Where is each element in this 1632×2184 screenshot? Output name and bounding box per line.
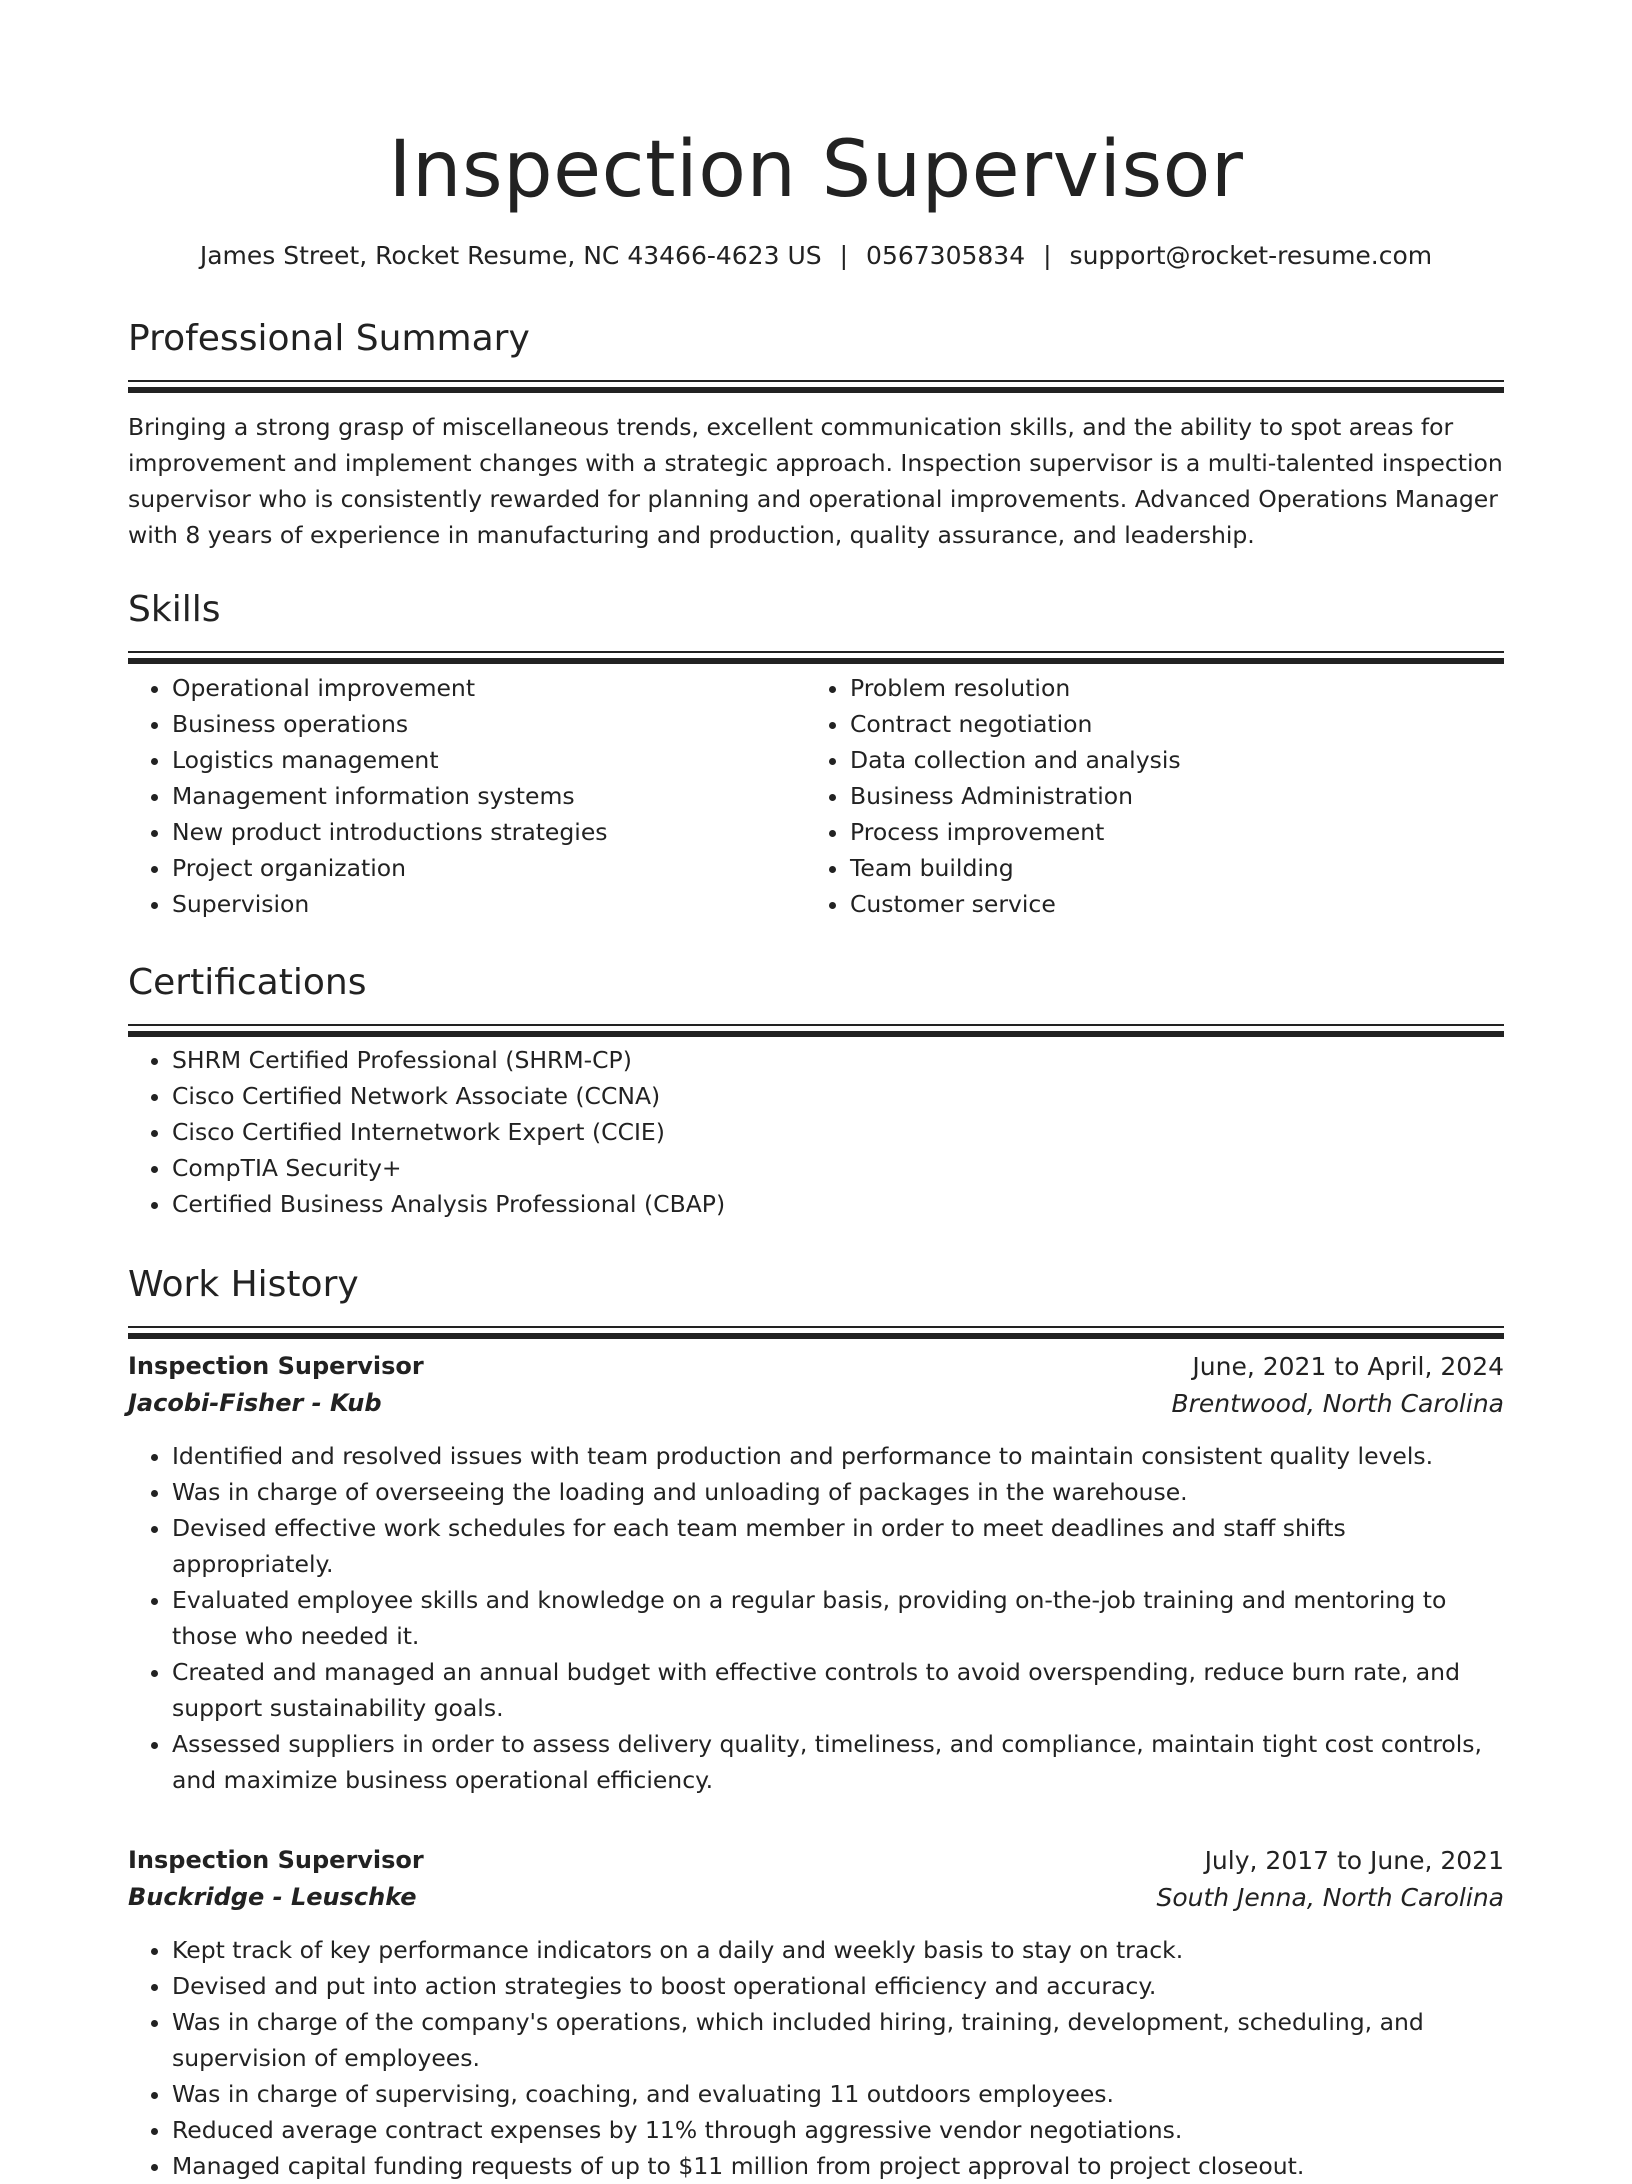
job-bullet: • Managed capital funding requests of up to $11 million from project approval to project closeout. bbox=[172, 2148, 1504, 2184]
contact-separator: | bbox=[1043, 241, 1052, 270]
certifications-section bbox=[128, 960, 1504, 1222]
job-bullet: • Reduced average contract expenses by 11% through aggressive vendor negotiations. bbox=[172, 2112, 1504, 2148]
job-subheader-row bbox=[128, 1385, 1504, 1422]
section-divider bbox=[128, 380, 1504, 382]
job-company: Buckridge - Leuschke bbox=[128, 1883, 417, 1911]
job-bullet: • Evaluated employee skills and knowledge on a regular basis, providing on-the-job training and mentoring to those who needed it. bbox=[172, 1582, 1504, 1654]
section-title-summary: Professional Summary bbox=[128, 318, 530, 359]
job-bullet: • Identified and resolved issues with team production and performance to maintain consistent quality levels. bbox=[172, 1438, 1504, 1474]
skills-list-left bbox=[128, 670, 806, 922]
section-title-skills: Skills bbox=[128, 589, 221, 630]
job-header-row bbox=[128, 1842, 1504, 1879]
section-divider bbox=[128, 651, 1504, 653]
job-bullet: • Devised and put into action strategies to boost operational efficiency and accuracy. bbox=[172, 1968, 1504, 2004]
job-entry bbox=[128, 1348, 1504, 1798]
skill-item: • Problem resolution bbox=[850, 670, 1484, 706]
skill-item: • New product introductions strategies bbox=[172, 814, 806, 850]
skill-item: • Project organization bbox=[172, 850, 806, 886]
job-bullet: • Assessed suppliers in order to assess delivery quality, timeliness, and compliance, maintain tight cost controls, and maximize business operational efficiency. bbox=[172, 1726, 1504, 1798]
job-bullet: • Was in charge of overseeing the loading and unloading of packages in the warehouse. bbox=[172, 1474, 1504, 1510]
job-bullets bbox=[128, 1932, 1504, 2184]
job-location: South Jenna, North Carolina bbox=[1156, 1883, 1504, 1912]
certification-item: • Cisco Certified Network Associate (CCNA) bbox=[172, 1078, 1504, 1114]
certification-item: • Certified Business Analysis Professional (CBAP) bbox=[172, 1186, 1504, 1222]
job-bullets bbox=[128, 1438, 1504, 1798]
job-title: Inspection Supervisor bbox=[128, 1846, 424, 1874]
skill-item: • Management information systems bbox=[172, 778, 806, 814]
resume-page bbox=[128, 0, 1504, 2184]
summary-section bbox=[128, 316, 1504, 553]
work-history-section bbox=[128, 1262, 1504, 2184]
job-bullet: • Kept track of key performance indicators on a daily and weekly basis to stay on track. bbox=[172, 1932, 1504, 1968]
job-bullet: • Was in charge of the company's operations, which included hiring, training, development, scheduling, and supervision of employees. bbox=[172, 2004, 1504, 2076]
job-header-row bbox=[128, 1348, 1504, 1385]
certification-item: • SHRM Certified Professional (SHRM-CP) bbox=[172, 1042, 1504, 1078]
resume-name: Inspection Supervisor bbox=[388, 125, 1244, 215]
skills-grid bbox=[128, 670, 1504, 922]
contact-phone: 0567305834 bbox=[866, 241, 1026, 270]
skill-item: • Business Administration bbox=[850, 778, 1484, 814]
job-bullet: • Created and managed an annual budget with effective controls to avoid overspending, reduce burn rate, and support sustainability goals. bbox=[172, 1654, 1504, 1726]
skills-section bbox=[128, 587, 1504, 922]
contact-line bbox=[128, 240, 1504, 272]
job-entry bbox=[128, 1842, 1504, 2184]
certification-item: • Cisco Certified Internetwork Expert (CCIE) bbox=[172, 1114, 1504, 1150]
contact-email: support@rocket-resume.com bbox=[1069, 241, 1433, 270]
job-title: Inspection Supervisor bbox=[128, 1352, 424, 1380]
job-location: Brentwood, North Carolina bbox=[1171, 1389, 1504, 1418]
skill-item: • Customer service bbox=[850, 886, 1484, 922]
skill-item: • Contract negotiation bbox=[850, 706, 1484, 742]
skill-item: • Business operations bbox=[172, 706, 806, 742]
skill-item: • Process improvement bbox=[850, 814, 1484, 850]
contact-separator: | bbox=[839, 241, 849, 270]
section-title-certifications: Certifications bbox=[128, 962, 367, 1003]
job-dates: July, 2017 to June, 2021 bbox=[1204, 1846, 1504, 1875]
contact-address: James Street, Rocket Resume, NC 43466-4623 US bbox=[199, 241, 822, 270]
certifications-list bbox=[128, 1042, 1504, 1222]
section-divider bbox=[128, 1024, 1504, 1026]
job-subheader-row bbox=[128, 1879, 1504, 1916]
job-bullet: • Was in charge of supervising, coaching, and evaluating 11 outdoors employees. bbox=[172, 2076, 1504, 2112]
skill-item: • Team building bbox=[850, 850, 1484, 886]
certification-item: • CompTIA Security+ bbox=[172, 1150, 1504, 1186]
skill-item: • Supervision bbox=[172, 886, 806, 922]
skills-list-right bbox=[806, 670, 1484, 922]
skill-item: • Logistics management bbox=[172, 742, 806, 778]
section-title-work-history: Work History bbox=[128, 1264, 359, 1305]
section-divider bbox=[128, 1326, 1504, 1328]
job-company: Jacobi-Fisher - Kub bbox=[128, 1389, 382, 1417]
skill-item: • Operational improvement bbox=[172, 670, 806, 706]
skill-item: • Data collection and analysis bbox=[850, 742, 1484, 778]
job-dates: June, 2021 to April, 2024 bbox=[1192, 1352, 1504, 1381]
summary-text: Bringing a strong grasp of miscellaneous trends, excellent communication skills, and the ability to spot areas for improvement and implement changes with a strategic approach. Inspection supervisor is a multi-talented inspection supervisor who is consistently rewarded for planning and operational improvements. Advanced Operations Manager with 8 years of experience in manufacturing and production, quality assurance, and leadership. bbox=[128, 413, 1503, 549]
job-bullet: • Devised effective work schedules for each team member in order to meet deadlines and staff shifts appropriately. bbox=[172, 1510, 1504, 1582]
